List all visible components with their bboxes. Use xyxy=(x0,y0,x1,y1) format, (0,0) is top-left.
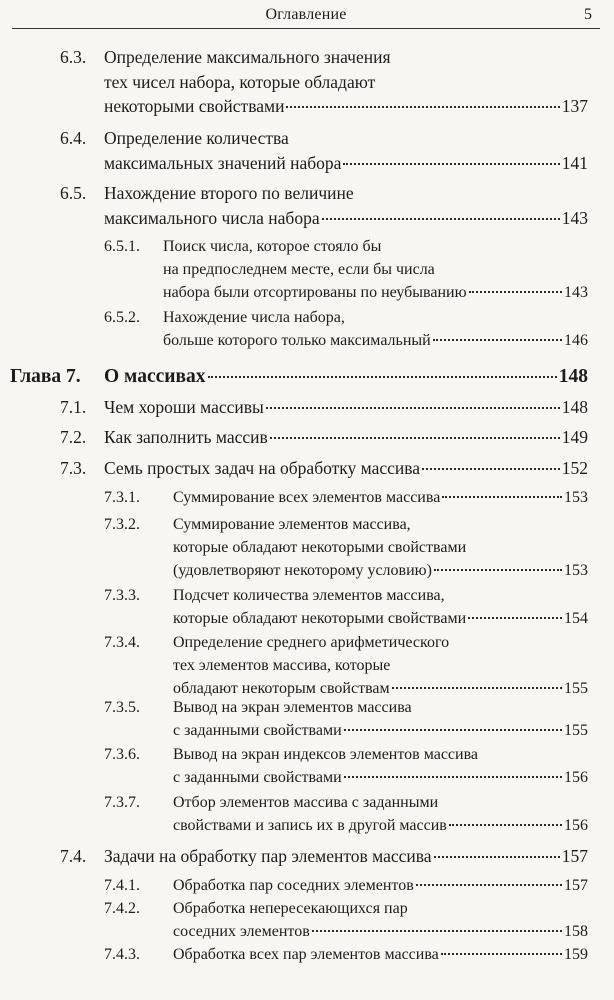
toc-entry-page: 148 xyxy=(561,397,588,417)
toc-entry-number: 7.3.7. xyxy=(104,794,140,811)
toc-entry-page: 156 xyxy=(564,817,588,834)
toc-entry-title-line: максимального числа набора xyxy=(104,207,320,228)
dot-leader xyxy=(468,617,562,619)
toc-entry-number: 7.4. xyxy=(60,846,87,866)
toc-entry-title-line: с заданными свойствами xyxy=(173,722,342,739)
toc-entry-title-line: набора были отсортированы по неубыванию xyxy=(163,284,467,301)
dot-leader xyxy=(416,884,562,886)
toc-entry-title-line: обладают некоторым свойствам xyxy=(173,680,390,697)
toc-entry-page: 154 xyxy=(564,610,588,627)
toc-entry-title-line: Поиск числа, которое стояло бы xyxy=(163,238,382,255)
toc-entry-title-line: Нахождение числа набора, xyxy=(163,309,345,326)
dot-leader xyxy=(442,496,562,498)
dot-leader xyxy=(286,106,559,108)
toc-entry-title-line: на предпоследнем месте, если бы числа xyxy=(163,261,435,278)
toc-entry-number: 7.4.2. xyxy=(104,900,140,917)
running-header xyxy=(12,2,600,29)
toc-entry-number: 7.2. xyxy=(60,427,87,447)
toc-entry-title-line: Суммирование всех элементов массива xyxy=(173,489,441,506)
toc-entry-title-line: Задачи на обработку пар элементов массива xyxy=(104,846,432,866)
toc-entry-title-line: Обработка пар соседних элементов xyxy=(173,877,414,894)
toc-entry-page: 141 xyxy=(561,152,588,173)
toc-entry-title-line: с заданными свойствами xyxy=(173,769,342,786)
dot-leader xyxy=(469,291,562,293)
dot-leader xyxy=(270,437,560,439)
toc-entry-number: 7.3.6. xyxy=(104,746,140,763)
dot-leader xyxy=(343,163,559,165)
dot-leader xyxy=(312,930,562,932)
toc-entry-title-line: О массивах xyxy=(104,366,206,387)
toc-entry-title-line: больше которого только максимальный xyxy=(163,332,431,349)
toc-entry-number: 6.3. xyxy=(60,47,87,67)
toc-entry-title-line: Обработка непересекающихся пар xyxy=(173,900,408,917)
dot-leader xyxy=(266,407,560,409)
header-page-number: 5 xyxy=(584,6,592,23)
toc-entry-page: 157 xyxy=(564,877,588,894)
toc-entry-title-line: свойствами и запись их в другой массив xyxy=(173,817,447,834)
toc-entry-title-line: Определение максимального значения xyxy=(104,47,391,67)
dot-leader xyxy=(441,953,562,955)
toc-entry-number: 6.4. xyxy=(60,128,87,148)
toc-entry-title-line: Семь простых задач на обработку массива xyxy=(104,458,421,478)
toc-entry-title-line: тех элементов массива, которые xyxy=(173,657,391,674)
toc-entry-page: 155 xyxy=(564,680,588,697)
toc-entry-number: 6.5.1. xyxy=(104,238,140,255)
toc-entry-page: 146 xyxy=(564,332,588,349)
toc-entry-title-line: Суммирование элементов массива, xyxy=(173,516,411,533)
toc-entry-title-line: Вывод на экран индексов элементов массива xyxy=(173,746,479,763)
toc-entry-page: 143 xyxy=(564,284,588,301)
toc-entry-title-line: некоторыми свойствами xyxy=(104,96,285,116)
toc-entry-title-line: Определение среднего арифметического xyxy=(173,634,450,651)
toc-entry-page: 153 xyxy=(564,562,588,579)
dot-leader xyxy=(344,729,562,731)
toc-entry-page: 148 xyxy=(558,366,588,387)
dot-leader xyxy=(208,376,557,378)
toc-entry-page: 149 xyxy=(561,427,588,447)
toc-entry-title-line: Как заполнить массив xyxy=(104,427,268,447)
toc-entry-number: 7.4.1. xyxy=(104,877,140,894)
toc-entry-title-line: (удовлетворяют некоторому условию) xyxy=(173,562,432,579)
dot-leader xyxy=(322,218,560,220)
toc-entry-page: 137 xyxy=(561,96,588,116)
toc-entry-page: 158 xyxy=(564,923,588,940)
toc-entry-number: 7.3.1. xyxy=(104,489,140,506)
dot-leader xyxy=(344,776,562,778)
toc-entry-number: 7.3.4. xyxy=(104,634,140,651)
dot-leader xyxy=(434,569,562,571)
toc-entry-page: 143 xyxy=(561,207,588,228)
toc-entry-page: 156 xyxy=(564,769,588,786)
dot-leader xyxy=(422,468,560,470)
toc-entry-number: 7.3.5. xyxy=(104,699,140,716)
toc-entry-number: 6.5.2. xyxy=(104,309,140,326)
dot-leader xyxy=(449,824,562,826)
toc-entry-title-line: максимальных значений набора xyxy=(104,152,342,173)
toc-entry-number: 6.5. xyxy=(60,183,87,203)
toc-entry-title-line: Вывод на экран элементов массива xyxy=(173,699,412,716)
toc-entry-number: Глава 7. xyxy=(10,366,81,387)
toc-entry-page: 153 xyxy=(564,489,588,506)
toc-entry-title-line: тех чисел набора, которые обладают xyxy=(104,71,376,92)
toc-entry-title-line: Отбор элементов массива с заданными xyxy=(173,794,439,811)
toc-entry-number: 7.3. xyxy=(60,458,87,478)
toc-entry-title-line: которые обладают некоторыми свойствами xyxy=(173,539,467,556)
toc-entry-title-line: Обработка всех пар элементов массива xyxy=(173,946,439,963)
toc-entry-page: 159 xyxy=(564,946,588,963)
dot-leader xyxy=(433,339,562,341)
toc-entry-number: 7.4.3. xyxy=(104,946,140,963)
toc-entry-page: 155 xyxy=(564,722,588,739)
toc-entry-title-line: которые обладают некоторыми свойствами xyxy=(173,610,467,627)
dot-leader xyxy=(392,687,562,689)
toc-entry-title-line: Подсчет количества элементов массива, xyxy=(173,587,445,604)
toc-entry-title-line: Чем хороши массивы xyxy=(104,397,264,417)
toc-entry-title-line: Нахождение второго по величине xyxy=(104,183,354,203)
toc-entry-title-line: Определение количества xyxy=(104,128,289,148)
toc-entry-title-line: соседних элементов xyxy=(173,923,310,940)
toc-entry-page: 152 xyxy=(561,458,588,478)
dot-leader xyxy=(434,856,560,858)
toc-entry-number: 7.3.3. xyxy=(104,587,140,604)
toc-entry-number: 7.1. xyxy=(60,397,87,417)
toc-entry-page: 157 xyxy=(561,846,588,866)
toc-entry-number: 7.3.2. xyxy=(104,516,140,533)
header-title: Оглавление xyxy=(265,6,347,23)
